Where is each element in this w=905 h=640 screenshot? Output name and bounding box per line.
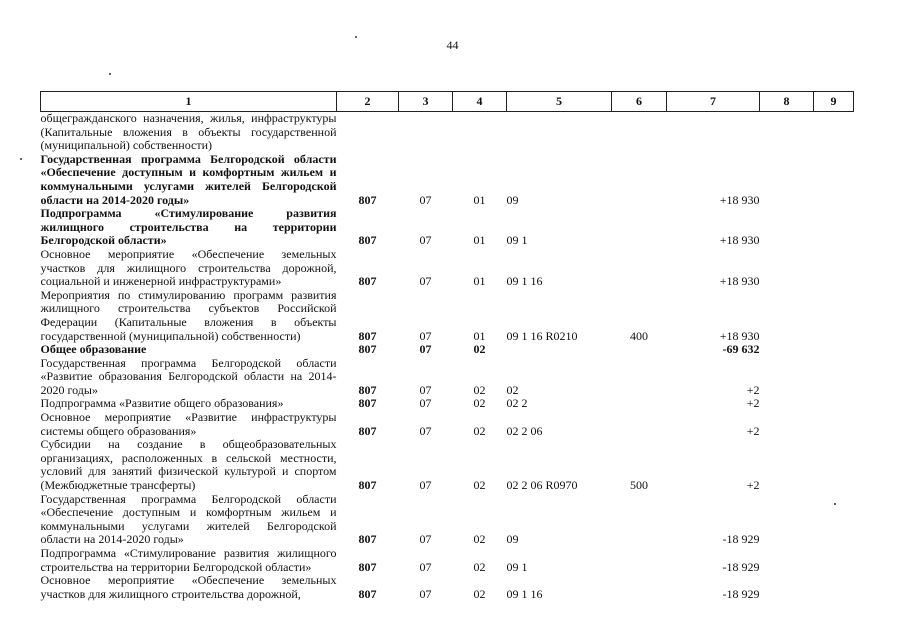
col-header-6: 6: [612, 92, 667, 112]
row-c4-cell: 02: [473, 423, 486, 438]
row-c5-cell: [507, 112, 612, 153]
row-c9-cell: [814, 207, 854, 248]
row-c2-cell: 807: [358, 559, 377, 574]
row-c8-cell: [760, 248, 814, 289]
row-c8-cell: [760, 343, 814, 357]
table-row: [41, 493, 854, 547]
row-c7-cell: +2: [746, 382, 760, 397]
col-header-4: 4: [453, 92, 507, 112]
scan-speck: [355, 36, 357, 38]
row-c3-cell: 07: [419, 396, 432, 411]
row-name-cell: Подпрограмма «Развитие общего образования»: [40, 396, 284, 411]
row-c4-cell: 01: [473, 274, 486, 289]
row-c8-cell: [760, 153, 814, 207]
budget-table: [40, 91, 854, 601]
row-c9-cell: [814, 153, 854, 207]
row-c4-cell: 02: [473, 559, 486, 574]
table-row: [41, 207, 854, 248]
page-number: 44: [446, 38, 459, 52]
row-c9-cell: [814, 343, 854, 357]
row-c5-cell: 02 2 06 R0970: [506, 478, 578, 493]
row-name-cell: Подпрограмма «Стимулирование развития жилищного строительства на территории Белгородской области»: [40, 546, 337, 574]
row-c7-cell: -18 929: [722, 559, 760, 574]
table-row: [41, 411, 854, 438]
table-row: [41, 547, 854, 574]
row-c6-cell: [612, 547, 667, 574]
table-row: [41, 438, 854, 492]
row-c7-cell: -18 929: [722, 586, 760, 601]
row-name-cell: Государственная программа Белгородской области «Обеспечение доступным и комфортным жильем и коммунальными услугами жителей Белгородской области на 2014-2020 годы»: [40, 491, 337, 547]
row-c7-cell: +2: [746, 423, 760, 438]
row-c8-cell: [760, 574, 814, 601]
row-c7-cell: +18 930: [719, 192, 760, 207]
row-c9-cell: [814, 357, 854, 398]
table-row: [41, 289, 854, 343]
row-c9-cell: [814, 112, 854, 153]
row-c3-cell: 07: [419, 328, 432, 343]
col-header-1: 1: [41, 92, 337, 112]
row-c6-cell: [612, 248, 667, 289]
row-c3-cell: 07: [419, 382, 432, 397]
row-c7-cell: [667, 112, 760, 153]
table-row: [41, 574, 854, 601]
row-c6-cell: [612, 574, 667, 601]
table-row: [41, 153, 854, 207]
row-c9-cell: [814, 438, 854, 492]
row-c6-cell: [612, 343, 667, 357]
row-c5-cell: 02 2: [506, 396, 528, 411]
row-name-cell: Государственная программа Белгородской области «Развитие образования Белгородской области на 2014-2020 годы»: [40, 355, 337, 397]
row-c4-cell: 01: [473, 233, 486, 248]
row-c5-cell: 09 1 16: [506, 586, 543, 601]
row-c3-cell: 07: [419, 478, 432, 493]
row-c4-cell: 02: [473, 478, 486, 493]
row-c7-cell: +18 930: [719, 328, 760, 343]
row-c8-cell: [760, 112, 814, 153]
row-c2-cell: 807: [358, 192, 377, 207]
row-c2-cell: 807: [358, 274, 377, 289]
row-c3-cell: 07: [419, 192, 432, 207]
row-c3-cell: 07: [419, 342, 432, 357]
row-c6-cell: [612, 112, 667, 153]
row-c2-cell: 807: [358, 532, 377, 547]
row-name-cell: Основное мероприятие «Обеспечение земельных участков для жилищного строительства дорожной, социальной и инженерной инфраструктурами»: [40, 246, 337, 289]
row-c4-cell: 01: [473, 192, 486, 207]
row-c7-cell: +18 930: [719, 274, 760, 289]
row-c8-cell: [760, 411, 814, 438]
row-c2-cell: 807: [358, 328, 377, 343]
row-c4-cell: 01: [473, 328, 486, 343]
row-c2-cell: 807: [358, 396, 377, 411]
row-c6-cell: [612, 493, 667, 547]
row-name-cell: Общее образование: [40, 342, 147, 357]
row-c9-cell: [814, 411, 854, 438]
table-row: [41, 343, 854, 357]
row-c2-cell: 807: [358, 478, 377, 493]
scan-speck: [109, 73, 111, 75]
row-c2-cell: 807: [358, 342, 377, 357]
row-name-cell: Основное мероприятие «Развитие инфраструктуры системы общего образования»: [40, 410, 337, 438]
row-c9-cell: [814, 574, 854, 601]
col-header-3: 3: [399, 92, 453, 112]
row-name-cell: Субсидии на создание в общеобразовательных организациях, расположенных в сельской местности, условий для занятий физической культурой и спортом (Межбюджетные трансферты): [40, 437, 337, 493]
row-c5-cell: 09 1 16 R0210: [506, 328, 578, 343]
row-name-cell: Мероприятия по стимулированию программ развития жилищного строительства субъектов Российской Федерации (Капитальные вложения в объекты государственной (муниципальной) собственности): [40, 287, 337, 343]
col-header-2: 2: [337, 92, 399, 112]
row-c9-cell: [814, 248, 854, 289]
row-c3-cell: 07: [419, 423, 432, 438]
row-c2-cell: 807: [358, 423, 377, 438]
row-c7-cell: +18 930: [719, 233, 760, 248]
row-c4-cell: 02: [473, 532, 486, 547]
row-c3-cell: [399, 112, 453, 153]
row-c3-cell: 07: [419, 274, 432, 289]
scan-speck: [20, 158, 22, 160]
table-row: [41, 248, 854, 289]
row-c2-cell: 807: [358, 233, 377, 248]
table-row: [41, 397, 854, 411]
row-c4-cell: 02: [473, 396, 486, 411]
table-row: [41, 357, 854, 398]
row-c4-cell: [453, 112, 507, 153]
row-name-cell: общегражданского назначения, жилья, инфраструктуры (Капитальные вложения в объекты государственной (муниципальной) собственности): [40, 111, 337, 153]
row-c8-cell: [760, 493, 814, 547]
row-c6-cell: [612, 357, 667, 398]
row-c7-cell: -18 929: [722, 532, 760, 547]
row-c7-cell: +2: [746, 396, 760, 411]
row-c8-cell: [760, 547, 814, 574]
row-c7-cell: +2: [746, 478, 760, 493]
row-c4-cell: 02: [473, 342, 486, 357]
row-c5-cell: 09: [506, 532, 519, 547]
row-c9-cell: [814, 289, 854, 343]
row-c8-cell: [760, 289, 814, 343]
row-c4-cell: 02: [473, 586, 486, 601]
col-header-9: 9: [814, 92, 854, 112]
col-header-7: 7: [667, 92, 760, 112]
row-c6-cell: [612, 207, 667, 248]
col-header-8: 8: [760, 92, 814, 112]
row-c6-cell: [612, 397, 667, 411]
row-c5-cell: 09 1: [506, 233, 528, 248]
row-c6-cell: [612, 411, 667, 438]
row-c6-cell: [612, 153, 667, 207]
row-c2-cell: 807: [358, 382, 377, 397]
row-c3-cell: 07: [419, 532, 432, 547]
row-c5-cell: [507, 343, 612, 357]
row-name-cell: Подпрограмма «Стимулирование развития жилищного строительства на территории Белгородской области»: [40, 206, 337, 248]
row-c9-cell: [814, 493, 854, 547]
row-name-cell: Государственная программа Белгородской области «Обеспечение доступным и комфортным жильем и коммунальными услугами жителей Белгородской области на 2014-2020 годы»: [40, 151, 337, 207]
row-c5-cell: 09 1 16: [506, 274, 543, 289]
row-c8-cell: [760, 438, 814, 492]
row-c6-cell: 500: [630, 478, 648, 493]
row-c7-cell: -69 632: [722, 342, 760, 357]
row-c5-cell: 02 2 06: [506, 423, 543, 438]
row-c9-cell: [814, 397, 854, 411]
row-c8-cell: [760, 397, 814, 411]
col-header-5: 5: [507, 92, 612, 112]
row-c2-cell: 807: [358, 586, 377, 601]
header-row: [41, 92, 854, 112]
row-c3-cell: 07: [419, 559, 432, 574]
row-c2-cell: [337, 112, 399, 153]
row-c5-cell: 02: [506, 382, 519, 397]
row-c5-cell: 09: [506, 192, 519, 207]
row-c6-cell: 400: [630, 328, 648, 343]
table-row: [41, 112, 854, 153]
row-c8-cell: [760, 207, 814, 248]
row-c3-cell: 07: [419, 233, 432, 248]
row-c4-cell: 02: [473, 382, 486, 397]
row-c5-cell: 09 1: [506, 559, 528, 574]
row-c3-cell: 07: [419, 586, 432, 601]
row-name-cell: Основное мероприятие «Обеспечение земельных участков для жилищного строительства дорожной,: [40, 573, 337, 601]
row-c8-cell: [760, 357, 814, 398]
row-c9-cell: [814, 547, 854, 574]
